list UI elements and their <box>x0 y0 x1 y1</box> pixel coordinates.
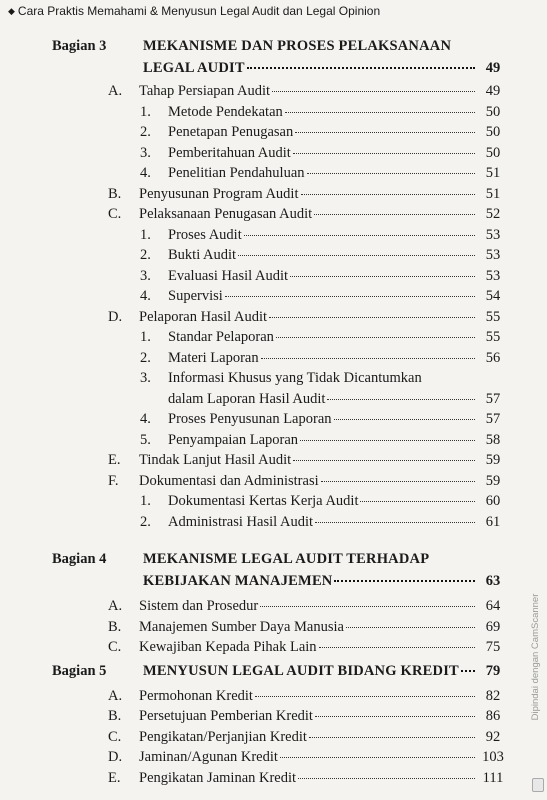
section-title: MEKANISME LEGAL AUDIT TERHADAP <box>143 551 430 567</box>
toc-item <box>139 83 478 100</box>
toc-subitem-text: Administrasi Hasil Audit <box>168 513 313 530</box>
dot-leader <box>319 647 475 648</box>
item-letter: F. <box>108 472 119 489</box>
item-letter: D. <box>108 749 123 765</box>
item-letter: C. <box>108 639 122 655</box>
dot-leader <box>334 419 475 420</box>
toc-item-text: Persetujuan Pemberian Kredit <box>139 708 313 724</box>
item-letter: A. <box>108 598 123 614</box>
toc-subitem <box>168 124 478 141</box>
toc-item-text: Kewajiban Kepada Pihak Lain <box>139 639 317 655</box>
toc-subitem <box>168 350 478 367</box>
subitem-number: 3. <box>140 370 151 386</box>
item-letter: C. <box>108 728 122 745</box>
toc-subitem <box>168 329 478 346</box>
toc-subitem-text: Dokumentasi Kertas Kerja Audit <box>168 493 359 509</box>
subitem-number: 4. <box>140 288 151 304</box>
dot-leader <box>290 276 475 277</box>
section-title-entry-text: MENYUSUN LEGAL AUDIT BIDANG KREDIT <box>143 663 459 679</box>
dot-leader <box>238 255 475 256</box>
toc-subitem <box>168 227 478 244</box>
dot-leader <box>244 235 475 236</box>
section-title-entry <box>143 573 478 590</box>
toc-item <box>139 639 478 656</box>
toc-subitem <box>168 391 478 408</box>
page-number: 111 <box>482 769 504 786</box>
camscanner-logo-icon <box>532 778 544 792</box>
dot-leader <box>314 214 475 215</box>
toc-subitem <box>168 104 478 121</box>
page-number: 55 <box>485 308 501 325</box>
toc-subitem <box>168 411 478 428</box>
subitem-number: 4. <box>140 411 151 427</box>
toc-item-text: Tindak Lanjut Hasil Audit <box>139 452 292 468</box>
item-letter: A. <box>108 687 123 704</box>
dot-leader <box>315 716 475 717</box>
subitem-number: 1. <box>140 493 151 509</box>
page-number: 103 <box>482 749 504 765</box>
subitem-number: 1. <box>140 103 151 120</box>
toc-subitem-text: Penetapan Penugasan <box>168 124 294 140</box>
page-number: 50 <box>485 103 501 120</box>
page-number: 53 <box>485 267 501 284</box>
toc-item <box>139 729 478 746</box>
item-letter: B. <box>108 618 122 635</box>
subitem-number: 3. <box>140 144 151 161</box>
dot-leader <box>315 522 475 523</box>
toc-subitem-text: Metode Pendekatan <box>168 103 283 120</box>
dot-leader <box>360 501 475 502</box>
dot-leader <box>295 132 475 133</box>
diamond-bullet-icon: ◆ <box>8 6 15 16</box>
toc-item <box>139 309 478 326</box>
dot-leader <box>298 778 475 779</box>
page-number: 53 <box>485 247 501 263</box>
section-title-entry-text: LEGAL AUDIT <box>143 59 245 76</box>
toc-subitem-text: Penelitian Pendahuluan <box>168 165 305 181</box>
page-number: 69 <box>485 618 501 635</box>
section-title: MEKANISME DAN PROSES PELAKSANAAN <box>143 38 452 54</box>
subitem-number: 2. <box>140 349 151 366</box>
toc-subitem <box>168 268 478 285</box>
toc-item-text: Tahap Persiapan Audit <box>139 83 271 99</box>
page-number: 57 <box>485 411 501 427</box>
section-label: Bagian 3 <box>52 38 107 54</box>
section-title-entry <box>143 60 478 77</box>
page-number: 60 <box>485 493 501 509</box>
page-number: 92 <box>485 728 501 745</box>
toc-item <box>139 473 478 490</box>
toc-item <box>139 619 478 636</box>
toc-item-text: Pelaksanaan Penugasan Audit <box>139 206 313 222</box>
page-number: 51 <box>485 185 501 202</box>
item-letter: B. <box>108 185 122 202</box>
subitem-number: 2. <box>140 247 151 263</box>
subitem-number: 1. <box>140 329 151 345</box>
toc-subitem-text: Proses Penyusunan Laporan <box>168 411 332 427</box>
page-number: 50 <box>485 144 501 161</box>
section-title-entry <box>143 663 478 680</box>
dot-leader <box>285 112 475 113</box>
dot-leader <box>461 670 475 672</box>
dot-leader <box>321 481 475 482</box>
toc-item <box>139 206 478 223</box>
toc-subitem <box>168 247 478 264</box>
toc-item <box>139 749 478 766</box>
page-number: 82 <box>485 687 501 704</box>
subitem-number: 4. <box>140 165 151 181</box>
toc-item <box>139 186 478 203</box>
toc-item-text: Dokumentasi dan Administrasi <box>139 472 319 489</box>
dot-leader <box>260 606 475 607</box>
page-number: 79 <box>485 663 501 679</box>
page-number: 64 <box>485 598 501 614</box>
page-number: 75 <box>485 639 501 655</box>
toc-item-text: Sistem dan Prosedur <box>139 598 259 614</box>
toc-subitem-text: Bukti Audit <box>168 247 237 263</box>
dot-leader <box>309 737 475 738</box>
running-header-text: Cara Praktis Memahami & Menyusun Legal Audit dan Legal Opinion <box>17 4 381 18</box>
toc-item <box>139 708 478 725</box>
section-title-entry-text: KEBIJAKAN MANAJEMEN <box>143 572 333 589</box>
dot-leader <box>269 317 475 318</box>
toc-item-text: Pengikatan/Perjanjian Kredit <box>139 728 307 745</box>
item-letter: B. <box>108 708 122 724</box>
toc-item <box>139 598 478 615</box>
toc-item <box>139 452 478 469</box>
toc-item-text: Jaminan/Agunan Kredit <box>139 749 278 765</box>
toc-subitem-text: Pemberitahuan Audit <box>168 144 291 161</box>
toc-subitem-text: Standar Pelaporan <box>168 329 274 345</box>
toc-subitem <box>168 165 478 182</box>
toc-subitem <box>168 493 478 510</box>
item-letter: A. <box>108 83 123 99</box>
page-number: 49 <box>485 59 501 76</box>
page-number: 54 <box>485 288 501 304</box>
dot-leader <box>346 627 475 628</box>
watermark-text: Dipindai dengan CamScanner <box>530 593 541 721</box>
toc-subitem-text: Evaluasi Hasil Audit <box>168 267 289 284</box>
dot-leader <box>300 440 475 441</box>
page-number: 50 <box>485 124 501 140</box>
toc-item <box>139 770 478 787</box>
page-number: 53 <box>485 226 501 243</box>
subitem-number: 2. <box>140 124 151 140</box>
toc-subitem-text: Supervisi <box>168 288 223 304</box>
page-number: 58 <box>485 431 501 448</box>
toc-item-text: Pengikatan Jaminan Kredit <box>139 769 297 786</box>
toc-subitem-text: Materi Laporan <box>168 349 259 366</box>
subitem-number: 2. <box>140 513 151 530</box>
section-label: Bagian 4 <box>52 551 107 567</box>
page-number: 59 <box>485 472 501 489</box>
subitem-number: 1. <box>140 226 151 243</box>
page-number: 56 <box>485 349 501 366</box>
page-number: 49 <box>485 83 501 99</box>
page-number: 86 <box>485 708 501 724</box>
subitem-number: 3. <box>140 267 151 284</box>
dot-leader <box>327 399 475 400</box>
toc-item-text: Manajemen Sumber Daya Manusia <box>139 618 344 635</box>
item-letter: C. <box>108 206 122 222</box>
dot-leader <box>307 173 475 174</box>
page-number: 59 <box>485 452 501 468</box>
dot-leader <box>261 358 475 359</box>
item-letter: E. <box>108 452 121 468</box>
dot-leader <box>301 194 476 195</box>
dot-leader <box>225 296 475 297</box>
dot-leader <box>247 67 475 69</box>
page-number: 52 <box>485 206 501 222</box>
scanner-watermark <box>530 520 544 795</box>
dot-leader <box>293 460 475 461</box>
toc-subitem-text: Penyampaian Laporan <box>168 431 299 448</box>
toc-item <box>139 688 478 705</box>
toc-subitem <box>168 514 478 531</box>
page-number: 51 <box>485 165 501 181</box>
page-number: 63 <box>485 572 501 589</box>
section-label: Bagian 5 <box>52 663 107 679</box>
toc-subitem-text: dalam Laporan Hasil Audit <box>168 390 326 407</box>
dot-leader <box>280 757 475 758</box>
subitem-number: 5. <box>140 431 151 448</box>
toc-subitem <box>168 145 478 162</box>
toc-subitem <box>168 288 478 305</box>
page-number: 61 <box>485 513 501 530</box>
dot-leader <box>272 91 475 92</box>
toc-item-text: Permohonan Kredit <box>139 687 253 704</box>
dot-leader <box>334 580 475 582</box>
page-number: 57 <box>485 390 501 407</box>
dot-leader <box>293 153 475 154</box>
item-letter: D. <box>108 308 123 325</box>
item-letter: E. <box>108 769 121 786</box>
dot-leader <box>255 696 475 697</box>
toc-subitem-text: Proses Audit <box>168 226 242 243</box>
toc-subitem <box>168 432 478 449</box>
dot-leader <box>276 337 475 338</box>
toc-item-text: Penyusunan Program Audit <box>139 185 299 202</box>
subitem-text-line: Informasi Khusus yang Tidak Dicantumkan <box>168 370 422 386</box>
toc-item-text: Pelaporan Hasil Audit <box>139 308 268 325</box>
page-number: 55 <box>485 329 501 345</box>
